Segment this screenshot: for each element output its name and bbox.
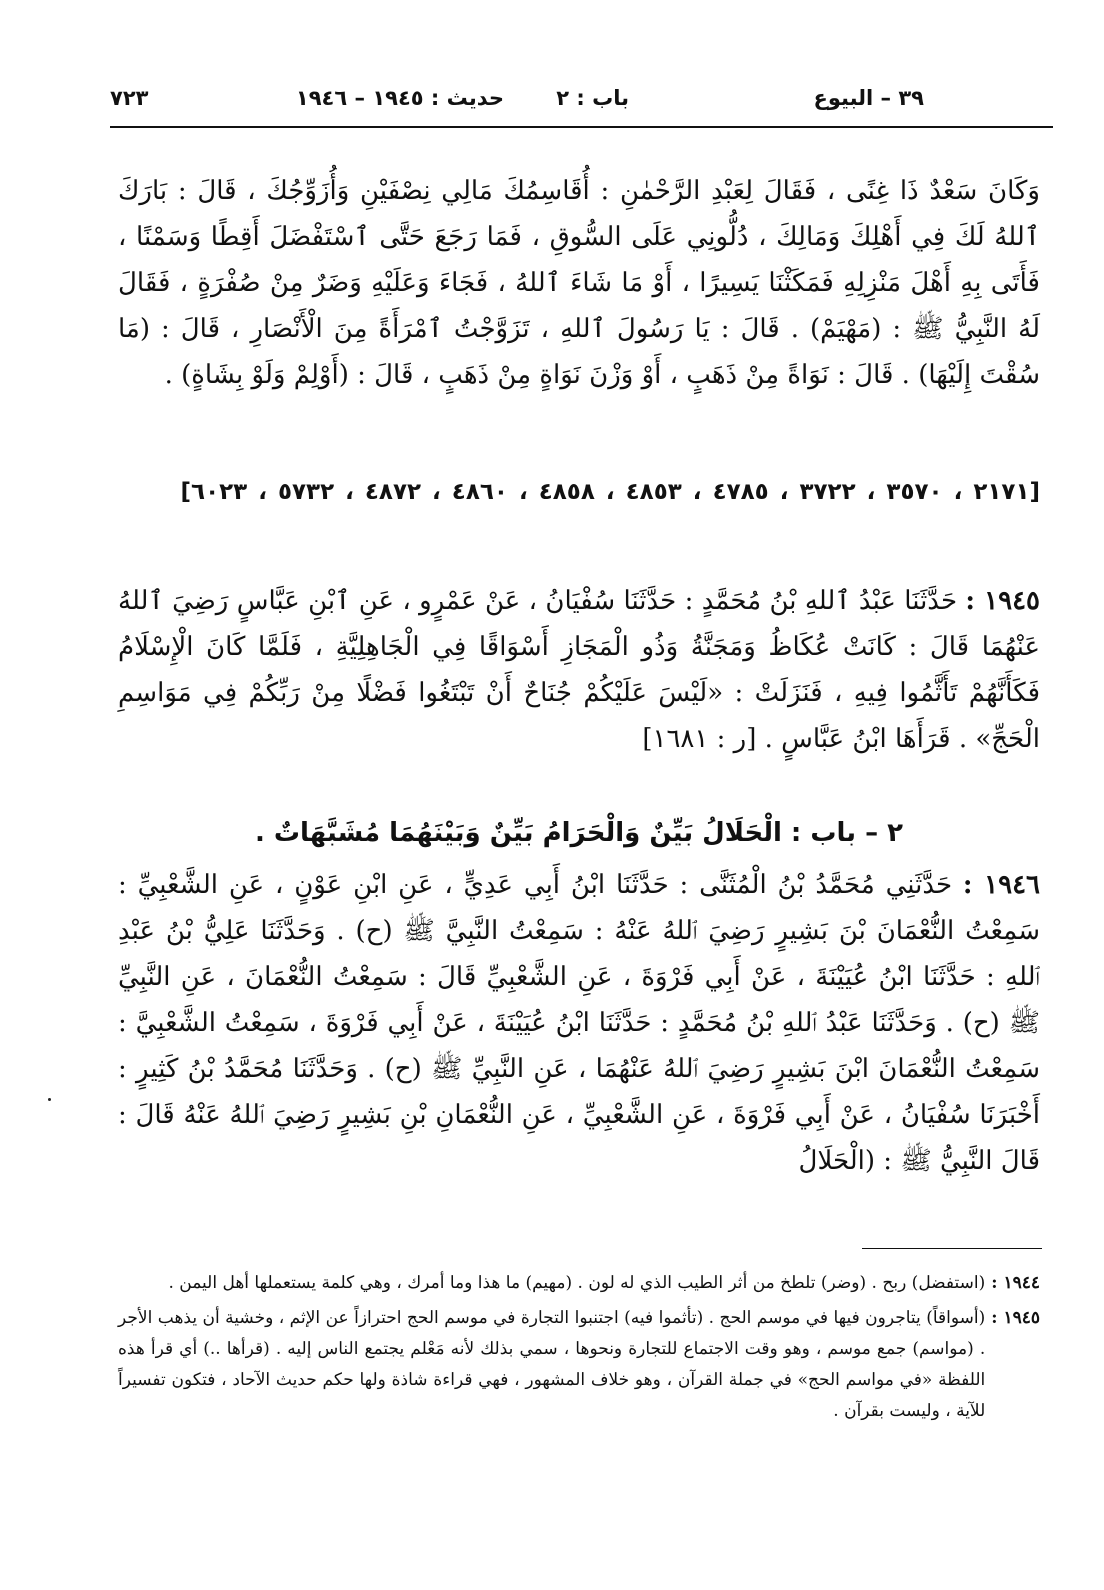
footnote-number: ١٩٤٥ : [991,1308,1040,1328]
hadith-number: ١٩٤٥ : [965,586,1041,616]
hadith-1946 [118,862,1040,1184]
cross-references: [٢١٧١ ، ٣٥٧٠ ، ٣٧٢٢ ، ٤٧٨٥ ، ٤٨٥٣ ، ٤٨٥٨ ، ٤٨٦٠ ، ٤٨٧٢ ، ٥٧٣٢ ، ٦٠٢٣] [180,479,1040,505]
bab-label: باب : ٢ [556,86,629,110]
hadith-1944-text: وَكَانَ سَعْدٌ ذَا غِنًى ، فَقَالَ لِعَبْدِ الرَّحْمٰنِ : أُقَاسِمُكَ مَالِي نِصْفَيْنِ وَأُزَوِّجُكَ ، قَالَ : بَارَكَ ٱللهُ لَكَ فِي أَهْلِكَ وَمَالِكَ ، دُلُّونِي عَلَى السُّوقِ ، فَمَا رَجَعَ حَتَّى ٱسْتَفْضَلَ أَقِطًا وَسَمْنًا ، فَأَتَى بِهِ أَهْلَ مَنْزِلِهِ فَمَكَثْنَا يَسِيرًا ، أَوْ مَا شَاءَ ٱللهُ ، فَجَاءَ وَعَلَيْهِ وَضَرٌ مِنْ صُفْرَةٍ ، فَقَالَ لَهُ النَّبِيُّ ﷺ : (مَهْيَمْ) . قَالَ : يَا رَسُولَ ٱللهِ ، تَزَوَّجْتُ ٱمْرَأَةً مِنَ الْأَنْصَارِ ، قَالَ : (مَا سُقْتَ إِلَيْهَا) . قَالَ : نَوَاةً مِنْ ذَهَبٍ ، أَوْ وَزْنَ نَوَاةٍ مِنْ ذَهَبٍ ، قَالَ : (أَوْلِمْ وَلَوْ بِشَاةٍ) . [118,176,1040,390]
footnote [118,1268,1040,1299]
hadith-range: حديث : ١٩٤٥ – ١٩٤٦ [295,86,504,110]
footnote-text: (استفضل) ربح . (وضر) تلطخ من أثر الطيب الذي له لون . (مهيم) ما هذا وما أمرك ، وهي كلمة يستعملها أهل اليمن . [168,1273,986,1293]
hadith-text: حَدَّثَنِي مُحَمَّدُ بْنُ الْمُثَنَّى : حَدَّثَنَا ابْنُ أَبِي عَدِيٍّ ، عَنِ ابْنِ عَوْنٍ ، عَنِ الشَّعْبِيِّ : سَمِعْتُ النُّعْمَانَ بْنَ بَشِيرٍ رَضِيَ ٱللهُ عَنْهُ : سَمِعْتُ النَّبِيَّ ﷺ (ح) . وَحَدَّثَنَا عَلِيُّ بْنُ عَبْدِ ٱللهِ : حَدَّثَنَا ابْنُ عُيَيْنَةَ ، عَنْ أَبِي فَرْوَةَ ، عَنِ الشَّعْبِيِّ قَالَ : سَمِعْتُ النُّعْمَانَ ، عَنِ النَّبِيِّ ﷺ (ح) . وَحَدَّثَنَا عَبْدُ ٱللهِ بْنُ مُحَمَّدٍ : حَدَّثَنَا ابْنُ عُيَيْنَةَ ، عَنْ أَبِي فَرْوَةَ ، سَمِعْتُ الشَّعْبِيَّ : سَمِعْتُ النُّعْمَانَ ابْنَ بَشِيرٍ رَضِيَ ٱللهُ عَنْهُمَا ، عَنِ النَّبِيِّ ﷺ (ح) . وَحَدَّثَنَا مُحَمَّدُ بْنُ كَثِيرٍ : أَخْبَرَنَا سُفْيَانُ ، عَنْ أَبِي فَرْوَةَ ، عَنِ الشَّعْبِيِّ ، عَنِ النُّعْمَانِ بْنِ بَشِيرٍ رَضِيَ ٱللهُ عَنْهُ قَالَ : قَالَ النَّبِيُّ ﷺ : (الْحَلَالُ [118,870,1040,1176]
header-divider [110,126,1053,128]
footnote-number: ١٩٤٤ : [991,1273,1040,1293]
hadith-1945 [118,578,1040,762]
hadith-1944-references [118,464,1040,520]
hadith-number: ١٩٤٦ : [962,870,1041,900]
footnotes [118,1268,1040,1431]
page-number: ٧٢٣ [110,86,149,110]
footnote-text: (أسواقاً) يتاجرون فيها في موسم الحج . (تأثموا فيه) اجتنبوا التجارة في موسم الحج احترازاً عن الإثم ، وخشية أن يذهب الأجر . (مواسم) جمع موسم ، وهو وقت الاجتماع للتجارة ونحوها ، سمي بذلك لأنه مَعْلم يجتمع الناس إليه . (قرأها ..) أي قرأ هذه اللفظة «في مواسم الحج» في جملة القرآن ، وهو خلاف المشهور ، فهي قراءة شاذة ولها حكم حديث الآحاد ، فتكون تفسيراً للآية ، وليست بقرآن . [118,1308,986,1421]
chapter-heading: ٢ – باب : الْحَلَالُ بَيِّنٌ وَالْحَرَامُ بَيِّنٌ وَبَيْنَهُمَا مُشَبَّهَاتٌ . [254,818,904,848]
running-header [110,80,924,122]
scan-speck [48,1098,51,1101]
hadith-1944-continuation [118,168,1040,398]
hadith-text: حَدَّثَنَا عَبْدُ ٱللهِ بْنُ مُحَمَّدٍ : حَدَّثَنَا سُفْيَانُ ، عَنْ عَمْرٍو ، عَنِ ٱبْنِ عَبَّاسٍ رَضِيَ ٱللهُ عَنْهُمَا قَالَ : كَانَتْ عُكَاظُ وَمَجَنَّةُ وَذُو الْمَجَازِ أَسْوَاقًا فِي الْجَاهِلِيَّةِ ، فَلَمَّا كَانَ الْإِسْلَامُ فَكَأَنَّهُمْ تَأَثَّمُوا فِيهِ ، فَنَزَلَتْ : «لَيْسَ عَلَيْكُمْ جُنَاحٌ أَنْ تَبْتَغُوا فَضْلًا مِنْ رَبِّكُمْ فِي مَوَاسِمِ الْحَجِّ» . قَرَأَهَا ابْنُ عَبَّاسٍ . [ر : ١٦٨١] [118,586,1040,754]
chapter-title: ٣٩ – البيوع [813,86,924,110]
chapter-heading-block [118,810,1040,856]
footnote-divider [862,1248,1042,1249]
footnote [118,1303,1040,1427]
